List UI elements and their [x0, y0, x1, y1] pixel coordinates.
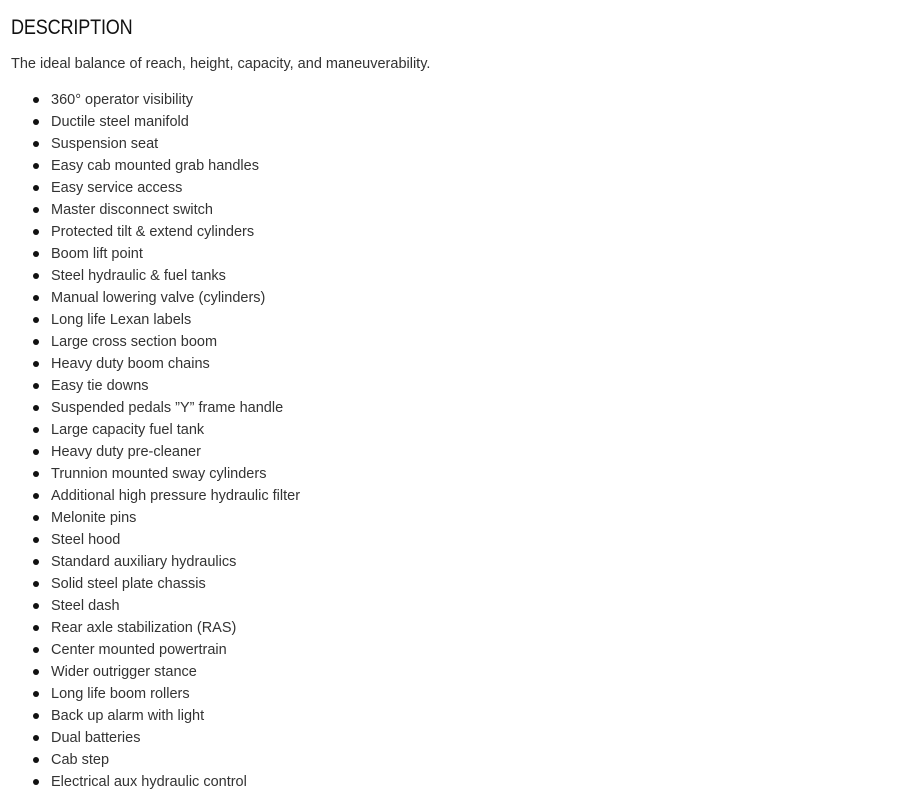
bullet-icon: [33, 295, 39, 301]
list-item: [11, 133, 901, 155]
list-item: [11, 683, 901, 705]
list-item: [11, 771, 901, 793]
bullet-icon: [33, 383, 39, 389]
list-item-label: Ductile steel manifold: [51, 114, 189, 130]
list-item-label: Boom lift point: [51, 246, 143, 262]
list-item: [11, 287, 901, 309]
bullet-icon: [33, 669, 39, 675]
list-item-label: Suspended pedals ”Y” frame handle: [51, 400, 284, 416]
bullet-icon: [33, 735, 39, 741]
intro-text: The ideal balance of reach, height, capacity, and maneuverability.: [11, 56, 431, 72]
bullet-icon: [33, 647, 39, 653]
list-item: [11, 155, 901, 177]
bullet-icon: [33, 339, 39, 345]
bullet-icon: [33, 405, 39, 411]
list-item: [11, 243, 901, 265]
bullet-icon: [33, 427, 39, 433]
list-item: [11, 397, 901, 419]
list-item-label: 360° operator visibility: [51, 92, 194, 108]
list-item-label: Melonite pins: [51, 510, 137, 526]
list-item-label: Easy tie downs: [51, 378, 149, 394]
list-item: [11, 639, 901, 661]
list-item: [11, 573, 901, 595]
bullet-icon: [33, 449, 39, 455]
list-item-label: Back up alarm with light: [51, 708, 205, 724]
list-item-label: Large capacity fuel tank: [51, 422, 205, 438]
list-item: [11, 309, 901, 331]
list-item-label: Protected tilt & extend cylinders: [51, 224, 255, 240]
list-item-label: Heavy duty boom chains: [51, 356, 210, 372]
list-item: [11, 111, 901, 133]
bullet-icon: [33, 779, 39, 785]
list-item-label: Center mounted powertrain: [51, 642, 227, 658]
list-item: [11, 89, 901, 111]
list-item-label: Master disconnect switch: [51, 202, 213, 218]
bullet-icon: [33, 141, 39, 147]
bullet-icon: [33, 603, 39, 609]
list-item: [11, 199, 901, 221]
list-item-label: Solid steel plate chassis: [51, 576, 206, 592]
section-title: DESCRIPTION: [11, 16, 133, 39]
bullet-icon: [33, 97, 39, 103]
list-item-label: Standard auxiliary hydraulics: [51, 554, 237, 570]
list-item: [11, 485, 901, 507]
bullet-icon: [33, 163, 39, 169]
bullet-icon: [33, 581, 39, 587]
list-item: [11, 353, 901, 375]
list-item: [11, 551, 901, 573]
list-item: [11, 375, 901, 397]
list-item: [11, 221, 901, 243]
bullet-icon: [33, 757, 39, 763]
bullet-icon: [33, 493, 39, 499]
bullet-icon: [33, 273, 39, 279]
list-item-label: Easy service access: [51, 180, 183, 196]
list-item-label: Steel dash: [51, 598, 120, 614]
list-item-label: Additional high pressure hydraulic filter: [51, 488, 301, 504]
bullet-icon: [33, 537, 39, 543]
list-item: [11, 727, 901, 749]
bullet-icon: [33, 317, 39, 323]
list-item: [11, 529, 901, 551]
list-item-label: Electrical aux hydraulic control: [51, 774, 247, 790]
list-item-label: Suspension seat: [51, 136, 159, 152]
bullet-icon: [33, 361, 39, 367]
feature-list: [11, 89, 901, 793]
bullet-icon: [33, 625, 39, 631]
list-item: [11, 661, 901, 683]
list-item: [11, 265, 901, 287]
list-item-label: Dual batteries: [51, 730, 141, 746]
description-section: [11, 0, 901, 793]
list-item: [11, 749, 901, 771]
list-item: [11, 705, 901, 727]
list-item-label: Cab step: [51, 752, 110, 768]
list-item-label: Large cross section boom: [51, 334, 218, 350]
bullet-icon: [33, 229, 39, 235]
bullet-icon: [33, 691, 39, 697]
bullet-icon: [33, 119, 39, 125]
list-item: [11, 419, 901, 441]
list-item: [11, 617, 901, 639]
bullet-icon: [33, 251, 39, 257]
list-item-label: Wider outrigger stance: [51, 664, 197, 680]
list-item: [11, 507, 901, 529]
bullet-icon: [33, 515, 39, 521]
list-item-label: Easy cab mounted grab handles: [51, 158, 259, 174]
list-item: [11, 177, 901, 199]
bullet-icon: [33, 559, 39, 565]
list-item: [11, 595, 901, 617]
bullet-icon: [33, 185, 39, 191]
list-item: [11, 331, 901, 353]
list-item-label: Trunnion mounted sway cylinders: [51, 466, 267, 482]
list-item: [11, 441, 901, 463]
list-item-label: Long life Lexan labels: [51, 312, 192, 328]
bullet-icon: [33, 713, 39, 719]
list-item-label: Heavy duty pre-cleaner: [51, 444, 201, 460]
list-item-label: Steel hydraulic & fuel tanks: [51, 268, 226, 284]
bullet-icon: [33, 207, 39, 213]
list-item-label: Steel hood: [51, 532, 121, 548]
list-item-label: Manual lowering valve (cylinders): [51, 290, 266, 306]
list-item-label: Rear axle stabilization (RAS): [51, 620, 237, 636]
list-item-label: Long life boom rollers: [51, 686, 190, 702]
list-item: [11, 463, 901, 485]
bullet-icon: [33, 471, 39, 477]
